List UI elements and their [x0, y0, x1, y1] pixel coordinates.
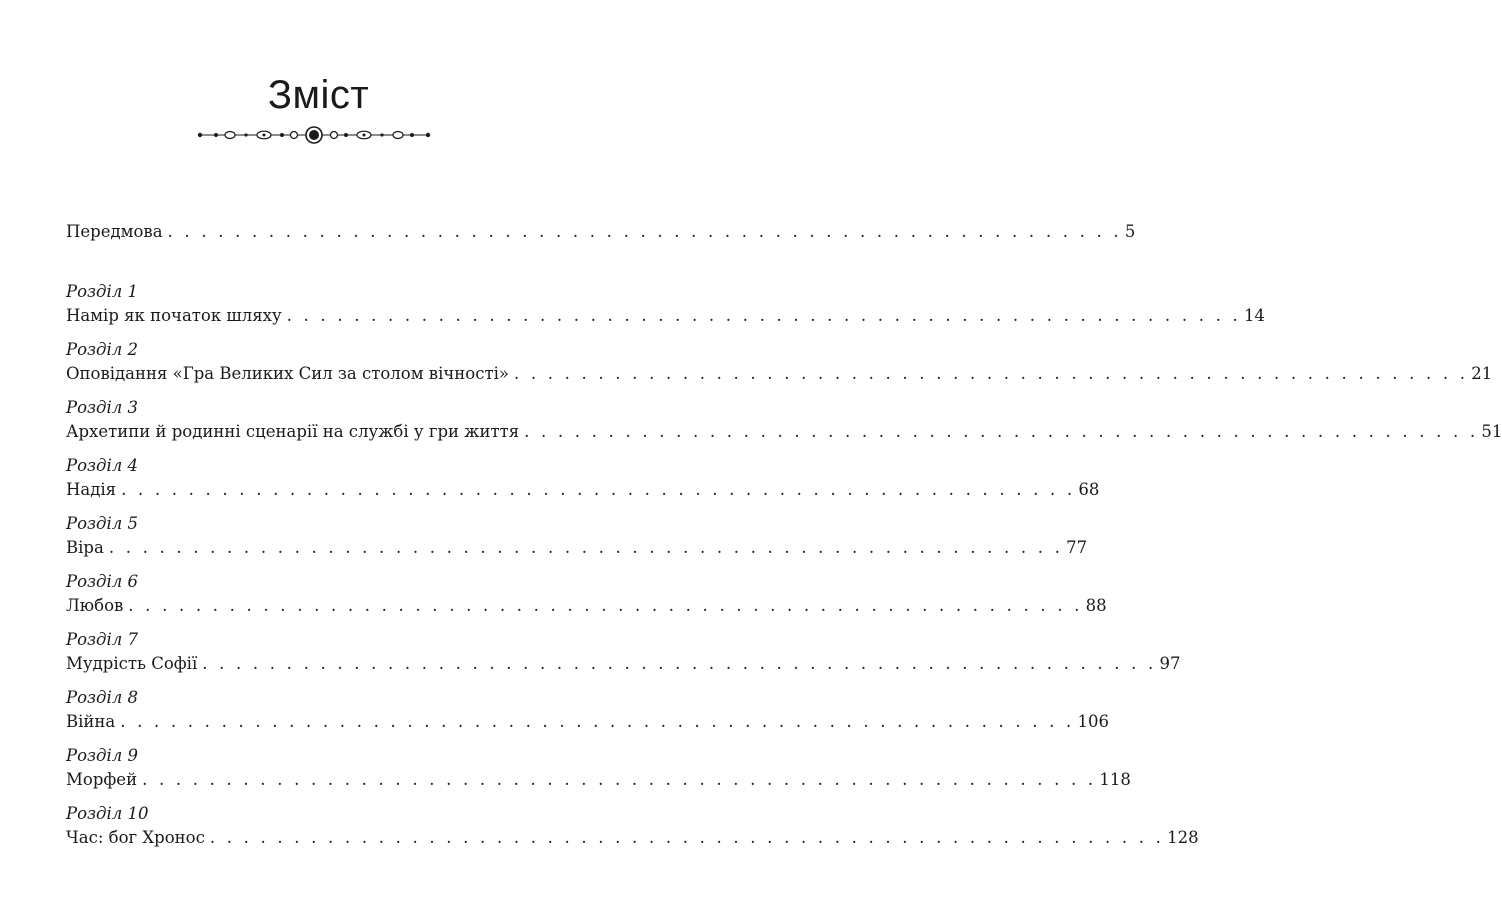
leader-dots: . . . . . . . . . . . . . . . . . . . . . . . . . . . . . . . . . . . . . . . . . . . . . . . . . . . . . . . . . [121, 480, 1076, 499]
toc-entry-line [66, 420, 1502, 454]
toc-entry-title: Мудрість Софії [66, 654, 198, 673]
chapter-label: Розділ 3 [66, 398, 139, 417]
chapter-label: Розділ 5 [66, 514, 139, 533]
leader-dots: . . . . . . . . . . . . . . . . . . . . . . . . . . . . . . . . . . . . . . . . . . . . . . . . . . . . . . . . . [202, 654, 1157, 673]
toc-entry-page: 106 [1077, 712, 1110, 731]
toc-entry-page: 14 [1243, 306, 1265, 325]
toc-entry-line [66, 536, 1088, 570]
toc-entry-line [66, 826, 1199, 860]
leader-dots: . . . . . . . . . . . . . . . . . . . . . . . . . . . . . . . . . . . . . . . . . . . . . . . . . . . . . . . . . [142, 770, 1097, 789]
toc-entry-title: Війна [66, 712, 116, 731]
toc-entry-page: 51 [1481, 422, 1502, 441]
toc-chapter[interactable] [66, 454, 1100, 512]
chapter-label: Розділ 7 [66, 630, 139, 649]
toc-entry-title: Віра [66, 538, 104, 557]
toc-chapter[interactable] [66, 396, 1502, 454]
toc-chapter[interactable] [66, 338, 1493, 396]
toc-entry-page: 118 [1099, 770, 1131, 789]
toc-entry-page: 77 [1066, 538, 1088, 557]
leader-dots: . . . . . . . . . . . . . . . . . . . . . . . . . . . . . . . . . . . . . . . . . . . . . . . . . . . . . . . . . [209, 828, 1165, 847]
toc-entry-page: 128 [1167, 828, 1199, 847]
leader-dots: . . . . . . . . . . . . . . . . . . . . . . . . . . . . . . . . . . . . . . . . . . . . . . . . . . . . . . . . . [120, 712, 1075, 731]
chapter-label: Розділ 6 [66, 572, 139, 591]
toc-chapter[interactable] [66, 512, 1088, 570]
page-title: Зміст [267, 73, 370, 117]
toc-entry-page: 21 [1471, 364, 1493, 383]
leader-dots: . . . . . . . . . . . . . . . . . . . . . . . . . . . . . . . . . . . . . . . . . . . . . . . . . . . . . . . . . [108, 538, 1064, 557]
toc-entry-title: Час: бог Хронос [66, 828, 205, 847]
toc-chapter[interactable] [66, 570, 1107, 628]
toc-chapter[interactable] [66, 744, 1131, 802]
toc-entry-line [66, 362, 1493, 396]
chapter-label: Розділ 1 [66, 282, 139, 301]
toc-entry-title: Надія [66, 480, 117, 499]
toc-chapter[interactable] [66, 802, 1199, 860]
toc-entry-line [66, 652, 1181, 686]
toc-entry-title: Передмова [66, 222, 163, 241]
toc-entry-line [66, 594, 1107, 628]
toc-entry-page: 88 [1085, 596, 1107, 615]
chapter-label: Розділ 8 [66, 688, 139, 707]
toc-entry-title: Оповідання «Гра Великих Сил за столом вічності» [66, 364, 509, 383]
chapter-list [66, 280, 1502, 860]
chapter-label: Розділ 9 [66, 746, 139, 765]
chapter-label: Розділ 2 [66, 340, 139, 359]
toc-entry-title: Любов [66, 596, 124, 615]
toc-entry-title: Намір як початок шляху [66, 306, 282, 325]
leader-dots: . . . . . . . . . . . . . . . . . . . . . . . . . . . . . . . . . . . . . . . . . . . . . . . . . . . . . . . . . [513, 364, 1469, 383]
leader-dots: . . . . . . . . . . . . . . . . . . . . . . . . . . . . . . . . . . . . . . . . . . . . . . . . . . . . . . . . . [524, 422, 1479, 441]
chapter-label: Розділ 4 [66, 456, 139, 475]
toc-entry-line [66, 710, 1110, 744]
toc-entry-line [66, 478, 1100, 512]
toc-entry-title: Морфей [66, 770, 138, 789]
ornament-divider [196, 124, 432, 146]
toc-entry-preface[interactable] [66, 222, 1136, 247]
toc-entry-page: 5 [1124, 222, 1136, 241]
toc-chapter[interactable] [66, 628, 1181, 686]
toc-chapter[interactable] [66, 686, 1110, 744]
toc-entry-line [66, 304, 1265, 338]
toc-entry-title: Архетипи й родинні сценарії на службі у гри життя [66, 422, 520, 441]
toc-entry-page: 68 [1078, 480, 1100, 499]
leader-dots: . . . . . . . . . . . . . . . . . . . . . . . . . . . . . . . . . . . . . . . . . . . . . . . . . . . . . . . . . [286, 306, 1241, 325]
toc-entry-line [66, 768, 1131, 802]
chapter-label: Розділ 10 [66, 804, 149, 823]
toc-entry-page: 97 [1159, 654, 1181, 673]
leader-dots: . . . . . . . . . . . . . . . . . . . . . . . . . . . . . . . . . . . . . . . . . . . . . . . . . . . . . . . . . [128, 596, 1083, 615]
leader-dots: . . . . . . . . . . . . . . . . . . . . . . . . . . . . . . . . . . . . . . . . . . . . . . . . . . . . . . . . . [167, 222, 1122, 241]
table-of-contents [66, 222, 1502, 860]
toc-chapter[interactable] [66, 280, 1265, 338]
